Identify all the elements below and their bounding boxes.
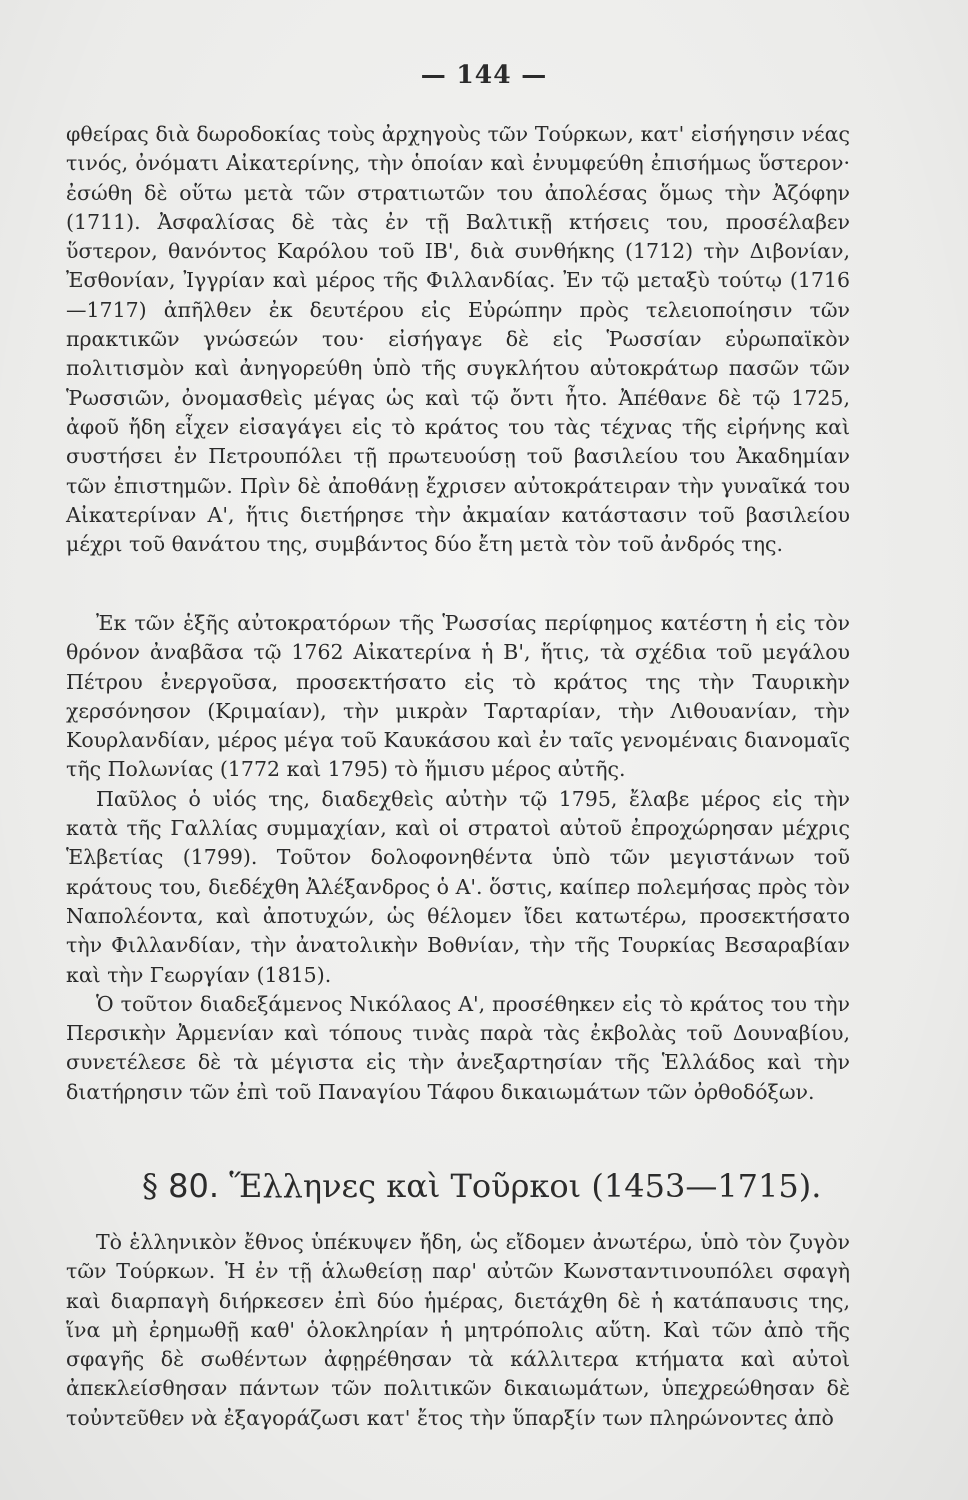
paragraph-peter-the-great: φθείρας διὰ δωροδοκίας τοὺς ἀρχηγοὺς τῶν Τούρκων, κατ' εἰσήγησιν νέας τινός, ὀνόματι Αἰκατερίνης, τὴν ὁποίαν καὶ ἐνυμφεύθη ἐπισήμως ὕστερον· ἐσώθη δὲ οὕτω μετὰ τῶν στρατιωτῶν του ἀπολέσας ὅμως τὴν Ἀζόφην (1711). Ἀσφαλίσας δὲ τὰς ἐν τῇ Βαλτικῇ κτήσεις του, προσέλαβεν ὕστερον, θανόντος Καρόλου τοῦ ΙΒ', διὰ συνθήκης (1712) τὴν Διβονίαν, Ἐσθονίαν, Ἰγγρίαν καὶ μέρος τῆς Φιλλανδίας. Ἐν τῷ μεταξὺ τούτῳ (1716—1717) ἀπῆλθεν ἐκ δευτέρου εἰς Εὐρώπην πρὸς τελειοποίησιν τῶν πρακτικῶν γνώσεών του· εἰσήγαγε δὲ εἰς Ῥωσσίαν εὐρωπαϊκὸν πολιτισμὸν καὶ ἀνηγορεύθη ὑπὸ τῆς συγκλήτου αὐτοκράτωρ πασῶν τῶν Ῥωσσιῶν, ὀνομασθεὶς μέγας ὡς καὶ τῷ ὄντι ἦτο. Ἀπέθανε δὲ τῷ 1725, ἀφοῦ ἤδη εἶχεν εἰσαγάγει εἰς τὸ κράτος του τὰς τέχνας τῆς εἰρήνης καὶ συστήσει ἐν Πετρουπόλει τῇ πρωτευούσῃ τοῦ βασιλείου του Ἀκαδημίαν τῶν ἐπιστημῶν. Πρὶν δὲ ἀποθάνῃ ἔχρισεν αὐτοκράτειραν τὴν γυναῖκά του Αἰκατερίναν Α', ἥτις διετήρησε τὴν ἀκμαίαν κατάστασιν τοῦ βασιλείου μέχρι τοῦ θανάτου της, συμβάντος δύο ἔτη μετὰ τὸν τοῦ ἀνδρός της. xyxy=(66,122,850,557)
section-title: Ἕλληνες καὶ Τοῦρκοι (1453—1715). xyxy=(229,1167,822,1205)
section-number: 80. xyxy=(168,1167,220,1205)
page-number: — 144 — xyxy=(420,60,548,89)
paragraph-greeks-under-turks: Τὸ ἑλληνικὸν ἔθνος ὑπέκυψεν ἤδη, ὡς εἴδομεν ἀνωτέρω, ὑπὸ τὸν ζυγὸν τῶν Τούρκων. Ἡ ἐν τῇ ἁλωθείσῃ παρ' αὐτῶν Κωνσταντινουπόλει σφαγὴ καὶ διαρπαγὴ διήρκεσεν ἐπὶ δύο ἡμέρας, διετάχθη δὲ ἡ κατάπαυσις της, ἵνα μὴ ἐρημωθῇ καθ' ὁλοκληρίαν ἡ μητρόπολις αὕτη. Καὶ τῶν ἀπὸ τῆς σφαγῆς δὲ σωθέντων ἀφῃρέθησαν τὰ κάλλιτερα κτήματα καὶ αὐτοὶ ἀπεκλείσθησαν πάντων τῶν πολιτικῶν δικαιωμάτων, ὑπεχρεώθησαν δὲ τοὐντεῦθεν νὰ ἐξαγοράζωσι κατ' ἔτος τὴν ὕπαρξίν των πληρώνοντες ἀπὸ xyxy=(66,1230,850,1430)
paragraph-nicholas: Ὁ τοῦτον διαδεξάμενος Νικόλαος Α', προσέθηκεν εἰς τὸ κράτος του τὴν Περσικὴν Ἀρμενίαν καὶ τόπους τινὰς παρὰ τὰς ἐκβολὰς τοῦ Δουναβίου, συνετέλεσε δὲ τὰ μέγιστα εἰς τὴν ἀνεξαρτησίαν τῆς Ἑλλάδος καὶ τὴν διατήρησιν τῶν ἐπὶ τοῦ Παναγίου Τάφου δικαιωμάτων τῶν ὀρθοδόξων. xyxy=(66,991,850,1104)
section-heading xyxy=(142,1166,862,1206)
text-block-top xyxy=(66,120,850,559)
paragraph-catherine-ii: Ἐκ τῶν ἑξῆς αὐτοκρατόρων τῆς Ῥωσσίας περίφημος κατέστη ἡ εἰς τὸν θρόνον ἀναβᾶσα τῷ 1762 Αἰκατερίνα ἡ Β', ἥτις, τὰ σχέδια τοῦ μεγάλου Πέτρου ἐνεργοῦσα, προσεκτήσατο εἰς τὸ κράτος της τὴν Ταυρικὴν χερσόνησον (Κριμαίαν), τὴν μικρὰν Ταρταρίαν, τὴν Λιθουανίαν, τὴν Κουρλανδίαν, μέρος μέγα τοῦ Καυκάσου καὶ ἐν ταῖς γενομέναις διανομαῖς τῆς Πολωνίας (1772 καὶ 1795) τὸ ἥμισυ μέρος αὐτῆς. xyxy=(66,611,850,782)
section-symbol: § xyxy=(142,1167,158,1205)
text-block-middle xyxy=(66,609,850,1107)
paragraph-paul-alexander: Παῦλος ὁ υἱός της, διαδεχθεὶς αὐτὴν τῷ 1795, ἔλαβε μέρος εἰς τὴν κατὰ τῆς Γαλλίας συμμαχίαν, καὶ οἱ στρατοὶ αὐτοῦ ἐπροχώρησαν μέχρις Ἑλβετίας (1799). Τοῦτον δολοφονηθέντα ὑπὸ τῶν μεγιστάνων τοῦ κράτους του, διεδέχθη Ἀλέξανδρος ὁ Α'. ὅστις, καίπερ πολεμήσας πρὸς τὸν Ναπολέοντα, καὶ ἀποτυχών, ὡς θέλομεν ἴδει κατωτέρω, προσεκτήσατο τὴν Φιλλανδίαν, τὴν ἀνατολικὴν Βοθνίαν, τὴν τῆς Τουρκίας Βεσαραβίαν καὶ τὴν Γεωργίαν (1815). xyxy=(66,786,850,987)
text-block-bottom xyxy=(66,1228,850,1433)
